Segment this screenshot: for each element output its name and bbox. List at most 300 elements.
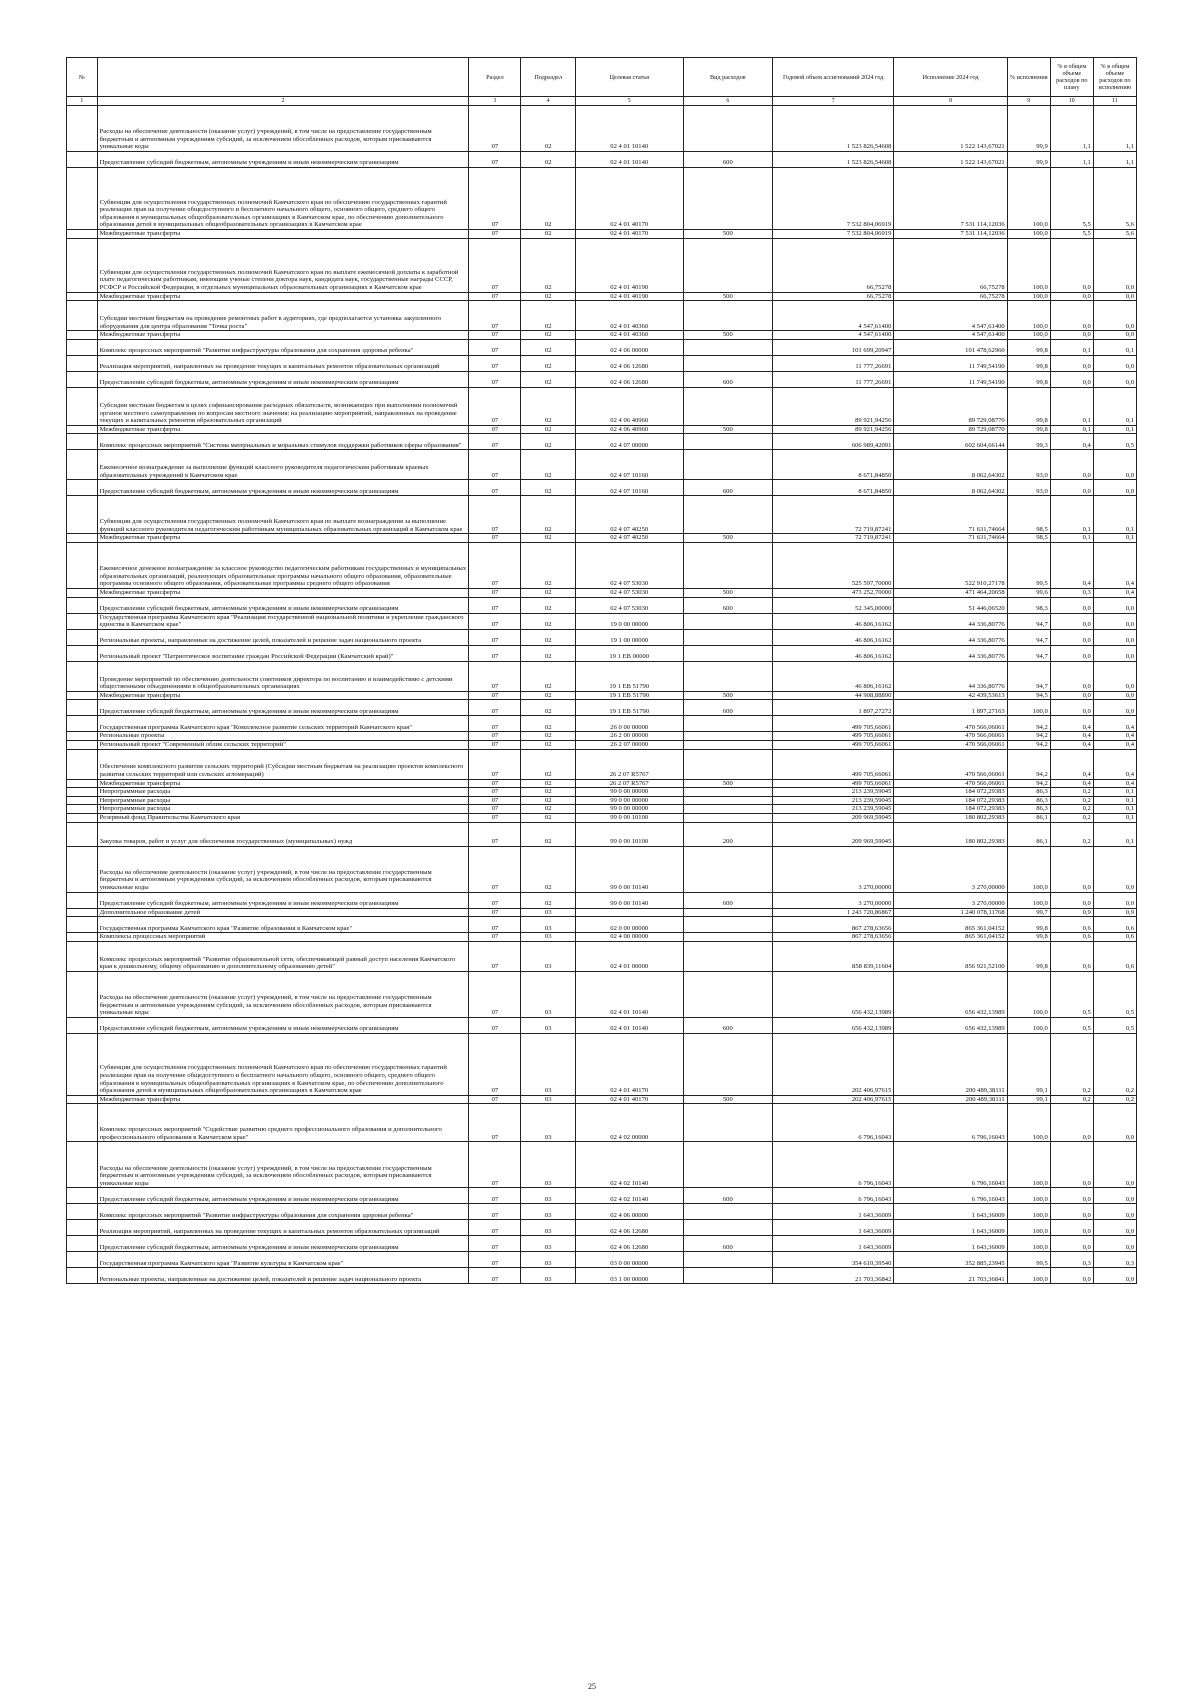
cell-expense-type: [683, 645, 773, 661]
cell-fact: 6 796,16043: [894, 1104, 1007, 1142]
cell-share-fact: 0,4: [1093, 732, 1136, 741]
cell-target-article: 02 4 01 40190: [575, 238, 683, 292]
cell-target-article: 02 4 00 00000: [575, 933, 683, 942]
table-row: [67, 152, 1137, 168]
cell-plan: 72 719,87241: [773, 496, 894, 534]
column-number-cell: 2: [97, 97, 469, 106]
cell-fact: 44 336,80776: [894, 613, 1007, 629]
cell-share-fact: 1,1: [1093, 152, 1136, 168]
cell-target-article: 02 4 01 40170: [575, 1095, 683, 1104]
table-row: [67, 1104, 1137, 1142]
cell-number: [67, 106, 98, 152]
cell-plan: 7 532 804,06919: [773, 230, 894, 239]
cell-share-plan: 0,0: [1050, 450, 1093, 480]
table-row: [67, 450, 1137, 480]
cell-subsection: 03: [521, 941, 575, 971]
cell-subsection: 02: [521, 238, 575, 292]
cell-name: Предоставление субсидий бюджетным, автономным учреждениям и иным некоммерческим организациям: [97, 1017, 469, 1033]
cell-section: 07: [469, 740, 521, 749]
table-row: [67, 339, 1137, 355]
cell-section: 07: [469, 238, 521, 292]
cell-pct: 100,0: [1007, 1268, 1050, 1284]
cell-number: [67, 788, 98, 797]
table-row: [67, 732, 1137, 741]
cell-plan: 52 345,00000: [773, 597, 894, 613]
table-row: [67, 813, 1137, 822]
cell-expense-type: [683, 629, 773, 645]
cell-number: [67, 292, 98, 301]
cell-section: 07: [469, 629, 521, 645]
cell-share-plan: 0,0: [1050, 371, 1093, 387]
cell-pct: 99,1: [1007, 1033, 1050, 1095]
cell-fact: 4 547,61400: [894, 331, 1007, 340]
cell-share-plan: 0,0: [1050, 892, 1093, 908]
cell-pct: 86,1: [1007, 813, 1050, 822]
cell-number: [67, 542, 98, 588]
cell-section: 07: [469, 301, 521, 331]
table-row: [67, 629, 1137, 645]
cell-share-fact: 0,4: [1093, 588, 1136, 597]
cell-pct: 100,0: [1007, 301, 1050, 331]
header-execution: Исполнение 2024 год: [894, 58, 1007, 97]
cell-pct: 99,1: [1007, 1095, 1050, 1104]
cell-subsection: 02: [521, 732, 575, 741]
cell-number: [67, 152, 98, 168]
cell-plan: 46 806,16162: [773, 661, 894, 691]
cell-plan: 8 671,84850: [773, 450, 894, 480]
cell-share-fact: 0,0: [1093, 1220, 1136, 1236]
cell-section: 07: [469, 971, 521, 1017]
cell-number: [67, 480, 98, 496]
cell-share-fact: 0,1: [1093, 534, 1136, 543]
cell-pct: 86,1: [1007, 822, 1050, 846]
cell-pct: 86,3: [1007, 796, 1050, 805]
cell-section: 07: [469, 749, 521, 779]
cell-fact: 1 643,36009: [894, 1220, 1007, 1236]
cell-section: 07: [469, 1204, 521, 1220]
cell-number: [67, 796, 98, 805]
cell-expense-type: [683, 613, 773, 629]
cell-subsection: 03: [521, 1095, 575, 1104]
cell-plan: 44 908,88890: [773, 691, 894, 700]
cell-pct: 94,2: [1007, 779, 1050, 788]
cell-target-article: 26 2 07 R5767: [575, 779, 683, 788]
cell-subsection: 02: [521, 788, 575, 797]
header-section: Раздел: [469, 58, 521, 97]
cell-fact: 471 464,20658: [894, 588, 1007, 597]
column-number-cell: 5: [575, 97, 683, 106]
cell-subsection: 02: [521, 779, 575, 788]
cell-target-article: 02 4 07 10160: [575, 450, 683, 480]
cell-share-fact: 0,0: [1093, 597, 1136, 613]
cell-subsection: 03: [521, 1252, 575, 1268]
cell-share-fact: 0,5: [1093, 971, 1136, 1017]
cell-fact: 200 489,38111: [894, 1033, 1007, 1095]
cell-section: 07: [469, 805, 521, 814]
table-row: [67, 106, 1137, 152]
cell-share-fact: 5,6: [1093, 168, 1136, 230]
cell-section: 07: [469, 822, 521, 846]
cell-share-plan: 0,4: [1050, 542, 1093, 588]
cell-fact: 656 432,13989: [894, 971, 1007, 1017]
cell-number: [67, 805, 98, 814]
cell-subsection: 02: [521, 425, 575, 434]
cell-expense-type: 500: [683, 534, 773, 543]
table-row: [67, 1033, 1137, 1095]
cell-share-plan: 0,2: [1050, 796, 1093, 805]
cell-name: Региональные проекты: [97, 732, 469, 741]
cell-target-article: 99 0 00 00000: [575, 796, 683, 805]
cell-share-fact: 0,2: [1093, 1095, 1136, 1104]
cell-share-plan: 0,6: [1050, 933, 1093, 942]
cell-share-fact: 0,1: [1093, 387, 1136, 425]
cell-pct: 99,8: [1007, 387, 1050, 425]
cell-expense-type: [683, 788, 773, 797]
cell-expense-type: [683, 933, 773, 942]
cell-share-fact: 0,1: [1093, 822, 1136, 846]
cell-plan: 213 239,59045: [773, 805, 894, 814]
cell-pct: 100,0: [1007, 892, 1050, 908]
cell-fact: 656 432,13989: [894, 1017, 1007, 1033]
cell-subsection: 02: [521, 331, 575, 340]
cell-name: Комплекс процессных мероприятий "Развитие инфраструктуры образования для сохранения здоровья ребенка": [97, 339, 469, 355]
cell-number: [67, 1220, 98, 1236]
cell-fact: 6 796,16043: [894, 1188, 1007, 1204]
cell-target-article: 26 2 00 00000: [575, 732, 683, 741]
cell-pct: 93,0: [1007, 480, 1050, 496]
cell-share-plan: 0,5: [1050, 1017, 1093, 1033]
cell-expense-type: [683, 1252, 773, 1268]
cell-expense-type: [683, 1033, 773, 1095]
cell-share-plan: 0,2: [1050, 822, 1093, 846]
cell-number: [67, 301, 98, 331]
table-row: [67, 1252, 1137, 1268]
cell-target-article: 02 4 06 00000: [575, 1204, 683, 1220]
cell-pct: 99,6: [1007, 588, 1050, 597]
cell-share-plan: 0,4: [1050, 779, 1093, 788]
cell-target-article: [575, 908, 683, 917]
cell-fact: 11 749,54190: [894, 355, 1007, 371]
cell-target-article: 02 4 01 10140: [575, 152, 683, 168]
cell-subsection: 03: [521, 1017, 575, 1033]
cell-pct: 94,2: [1007, 740, 1050, 749]
cell-fact: 44 336,80776: [894, 645, 1007, 661]
cell-share-plan: 0,0: [1050, 661, 1093, 691]
cell-pct: 99,8: [1007, 933, 1050, 942]
cell-plan: 209 969,59045: [773, 813, 894, 822]
cell-expense-type: 600: [683, 1017, 773, 1033]
cell-plan: 209 969,59045: [773, 822, 894, 846]
cell-target-article: 02 4 07 53030: [575, 542, 683, 588]
cell-section: 07: [469, 542, 521, 588]
cell-plan: 1 897,27272: [773, 700, 894, 716]
cell-target-article: 02 4 07 40250: [575, 496, 683, 534]
cell-pct: 98,5: [1007, 496, 1050, 534]
cell-share-fact: 0,0: [1093, 331, 1136, 340]
cell-share-fact: 0,0: [1093, 629, 1136, 645]
cell-pct: 99,8: [1007, 425, 1050, 434]
cell-share-plan: 5,5: [1050, 230, 1093, 239]
cell-section: 07: [469, 597, 521, 613]
cell-section: 07: [469, 425, 521, 434]
cell-plan: 6 796,16043: [773, 1142, 894, 1188]
cell-fact: 470 566,06061: [894, 732, 1007, 741]
cell-share-fact: 0,0: [1093, 292, 1136, 301]
cell-pct: 99,8: [1007, 941, 1050, 971]
cell-share-fact: 0,1: [1093, 788, 1136, 797]
cell-pct: 100,0: [1007, 971, 1050, 1017]
cell-plan: 8 671,84850: [773, 480, 894, 496]
cell-number: [67, 1033, 98, 1095]
table-row: [67, 355, 1137, 371]
cell-subsection: 02: [521, 534, 575, 543]
cell-name: Предоставление субсидий бюджетным, автономным учреждениям и иным некоммерческим организациям: [97, 892, 469, 908]
cell-target-article: 02 4 07 40250: [575, 534, 683, 543]
header-target-article: Целевая статья: [575, 58, 683, 97]
cell-subsection: 02: [521, 371, 575, 387]
cell-target-article: 02 4 06 00000: [575, 339, 683, 355]
table-row: [67, 941, 1137, 971]
cell-expense-type: 200: [683, 822, 773, 846]
cell-name: Региональный проект "Патриотическое воспитание граждан Российской Федерации (Камчатский край)": [97, 645, 469, 661]
cell-pct: 94,7: [1007, 661, 1050, 691]
table-row: [67, 425, 1137, 434]
table-row: [67, 301, 1137, 331]
cell-section: 07: [469, 1268, 521, 1284]
cell-share-fact: 0,0: [1093, 450, 1136, 480]
header-name: [97, 58, 469, 97]
cell-fact: 1 897,27163: [894, 700, 1007, 716]
table-row: [67, 749, 1137, 779]
cell-target-article: 02 4 02 10140: [575, 1188, 683, 1204]
cell-number: [67, 339, 98, 355]
cell-share-plan: 0,5: [1050, 971, 1093, 1017]
cell-number: [67, 1236, 98, 1252]
cell-subsection: 03: [521, 1204, 575, 1220]
cell-name: Межбюджетные трансферты: [97, 292, 469, 301]
cell-subsection: 02: [521, 813, 575, 822]
cell-fact: 11 749,54190: [894, 371, 1007, 387]
cell-number: [67, 740, 98, 749]
cell-share-fact: 0,0: [1093, 301, 1136, 331]
cell-expense-type: [683, 941, 773, 971]
cell-share-fact: 0,0: [1093, 355, 1136, 371]
cell-target-article: 19 1 EB 51790: [575, 661, 683, 691]
table-row: [67, 917, 1137, 933]
cell-fact: 470 566,06061: [894, 716, 1007, 732]
cell-share-plan: 0,1: [1050, 496, 1093, 534]
cell-expense-type: [683, 1142, 773, 1188]
cell-section: 07: [469, 941, 521, 971]
cell-pct: 100,0: [1007, 168, 1050, 230]
cell-fact: 184 072,29383: [894, 788, 1007, 797]
cell-subsection: 02: [521, 450, 575, 480]
table-row: [67, 292, 1137, 301]
cell-number: [67, 971, 98, 1017]
cell-subsection: 03: [521, 1268, 575, 1284]
cell-subsection: 03: [521, 933, 575, 942]
cell-target-article: 02 0 00 00000: [575, 917, 683, 933]
header-share-fact: % в общем объеме расходов по исполнению: [1093, 58, 1136, 97]
cell-name: Предоставление субсидий бюджетным, автономным учреждениям и иным некоммерческим организациям: [97, 1236, 469, 1252]
cell-expense-type: [683, 450, 773, 480]
cell-name: Комплекс процессных мероприятий "Развитие инфраструктуры образования для сохранения здоровья ребенка": [97, 1204, 469, 1220]
cell-section: 07: [469, 732, 521, 741]
cell-number: [67, 238, 98, 292]
cell-name: Межбюджетные трансферты: [97, 779, 469, 788]
cell-subsection: 02: [521, 168, 575, 230]
cell-share-plan: 0,1: [1050, 534, 1093, 543]
table-row: [67, 230, 1137, 239]
cell-pct: 98,5: [1007, 534, 1050, 543]
cell-number: [67, 661, 98, 691]
cell-number: [67, 613, 98, 629]
cell-fact: 470 566,06061: [894, 779, 1007, 788]
cell-fact: 865 361,04152: [894, 933, 1007, 942]
cell-number: [67, 331, 98, 340]
cell-subsection: 03: [521, 1104, 575, 1142]
cell-expense-type: 500: [683, 331, 773, 340]
table-row: [67, 1188, 1137, 1204]
cell-section: 07: [469, 230, 521, 239]
cell-number: [67, 434, 98, 450]
cell-section: 07: [469, 168, 521, 230]
cell-subsection: 02: [521, 597, 575, 613]
cell-plan: 606 989,42091: [773, 434, 894, 450]
cell-subsection: 02: [521, 846, 575, 892]
cell-subsection: 02: [521, 796, 575, 805]
cell-expense-type: 500: [683, 779, 773, 788]
cell-target-article: 02 4 06 40960: [575, 425, 683, 434]
cell-plan: 1 523 826,54608: [773, 152, 894, 168]
cell-share-fact: 0,0: [1093, 480, 1136, 496]
cell-section: 07: [469, 534, 521, 543]
cell-pct: 94,7: [1007, 645, 1050, 661]
cell-share-plan: 0,4: [1050, 434, 1093, 450]
cell-expense-type: [683, 387, 773, 425]
cell-name: Ежемесячное денежное вознаграждение за классное руководство педагогическим работникам государственных и муниципальных образовательных организаций, реализующих образовательные программы начального общего образования, образовательные программы основного общего образования, образовательные программы среднего общего образования: [97, 542, 469, 588]
cell-target-article: 02 4 07 53030: [575, 597, 683, 613]
cell-expense-type: [683, 339, 773, 355]
cell-expense-type: [683, 434, 773, 450]
cell-section: 07: [469, 917, 521, 933]
budget-table-sheet: [66, 57, 1137, 1284]
cell-number: [67, 846, 98, 892]
cell-number: [67, 371, 98, 387]
cell-plan: 3 270,00000: [773, 892, 894, 908]
column-number-cell: 8: [894, 97, 1007, 106]
table-row: [67, 1095, 1137, 1104]
cell-pct: 94,7: [1007, 629, 1050, 645]
table-row: [67, 542, 1137, 588]
cell-pct: 86,3: [1007, 805, 1050, 814]
cell-subsection: 02: [521, 480, 575, 496]
cell-plan: 499 705,66061: [773, 732, 894, 741]
cell-target-article: 26 2 07 00000: [575, 740, 683, 749]
cell-share-fact: 0,0: [1093, 691, 1136, 700]
cell-plan: 7 532 804,06919: [773, 168, 894, 230]
cell-pct: 100,0: [1007, 1188, 1050, 1204]
cell-share-fact: 0,0: [1093, 371, 1136, 387]
cell-subsection: 03: [521, 1220, 575, 1236]
cell-plan: 1 243 720,86867: [773, 908, 894, 917]
cell-name: Непрограммные расходы: [97, 788, 469, 797]
table-row: [67, 480, 1137, 496]
cell-plan: 4 547,61400: [773, 331, 894, 340]
cell-number: [67, 1268, 98, 1284]
cell-section: 07: [469, 892, 521, 908]
column-number-cell: 1: [67, 97, 98, 106]
cell-plan: 656 432,13989: [773, 1017, 894, 1033]
table-row: [67, 613, 1137, 629]
cell-pct: 94,2: [1007, 732, 1050, 741]
cell-section: 07: [469, 661, 521, 691]
cell-pct: 98,3: [1007, 597, 1050, 613]
cell-subsection: 02: [521, 292, 575, 301]
cell-section: 07: [469, 1095, 521, 1104]
cell-subsection: 02: [521, 645, 575, 661]
cell-section: 07: [469, 813, 521, 822]
cell-fact: 856 921,52100: [894, 941, 1007, 971]
cell-expense-type: [683, 971, 773, 1017]
cell-plan: 46 806,16162: [773, 613, 894, 629]
cell-share-fact: 0,3: [1093, 1252, 1136, 1268]
cell-share-fact: 0,6: [1093, 941, 1136, 971]
cell-name: Непрограммные расходы: [97, 805, 469, 814]
table-row: [67, 238, 1137, 292]
cell-number: [67, 1252, 98, 1268]
table-row: [67, 700, 1137, 716]
cell-pct: 99,9: [1007, 106, 1050, 152]
cell-pct: 100,0: [1007, 1204, 1050, 1220]
cell-pct: 100,0: [1007, 1142, 1050, 1188]
cell-number: [67, 496, 98, 534]
cell-share-fact: 0,0: [1093, 1104, 1136, 1142]
cell-share-plan: 0,1: [1050, 425, 1093, 434]
cell-expense-type: [683, 846, 773, 892]
cell-number: [67, 597, 98, 613]
cell-share-fact: 0,0: [1093, 1268, 1136, 1284]
cell-fact: 8 062,64302: [894, 450, 1007, 480]
table-row: [67, 779, 1137, 788]
cell-share-fact: 0,1: [1093, 796, 1136, 805]
cell-name: Комплекс процессных мероприятий "Содействие развитию среднего профессионального образования и дополнительного профессионального образования в Камчатском крае": [97, 1104, 469, 1142]
cell-number: [67, 941, 98, 971]
cell-number: [67, 716, 98, 732]
cell-fact: 180 802,29383: [894, 813, 1007, 822]
cell-subsection: 02: [521, 700, 575, 716]
cell-plan: 499 705,66061: [773, 716, 894, 732]
cell-expense-type: 600: [683, 371, 773, 387]
cell-expense-type: [683, 908, 773, 917]
cell-name: Субвенции для осуществления государственных полномочий Камчатского края по обеспечению государственных гарантий реализации прав на получение общедоступного и бесплатного начального общего, основного общего, среднего общего образования в муниципальных общеобразовательных организациях в Камчатском крае, по обеспечению дополнительного образования детей в муниципальных общеобразовательных организациях в Камчатском крае: [97, 1033, 469, 1095]
cell-share-fact: 0,0: [1093, 846, 1136, 892]
cell-expense-type: [683, 1204, 773, 1220]
cell-share-plan: 0,0: [1050, 301, 1093, 331]
cell-target-article: 99 0 00 10100: [575, 813, 683, 822]
cell-expense-type: [683, 917, 773, 933]
cell-plan: 867 278,63656: [773, 917, 894, 933]
cell-name: Субвенции для осуществления государственных полномочий Камчатского края по выплате вознаграждения за выполнение функций классного руководителя педагогическим работникам муниципальных образовательных организаций в Камчатском крае: [97, 496, 469, 534]
cell-number: [67, 933, 98, 942]
cell-number: [67, 1142, 98, 1188]
cell-fact: 101 478,62960: [894, 339, 1007, 355]
cell-expense-type: [683, 496, 773, 534]
cell-target-article: 02 4 01 10140: [575, 1017, 683, 1033]
cell-fact: 1 522 143,67021: [894, 106, 1007, 152]
cell-fact: 89 729,08770: [894, 387, 1007, 425]
cell-share-fact: 0,9: [1093, 908, 1136, 917]
